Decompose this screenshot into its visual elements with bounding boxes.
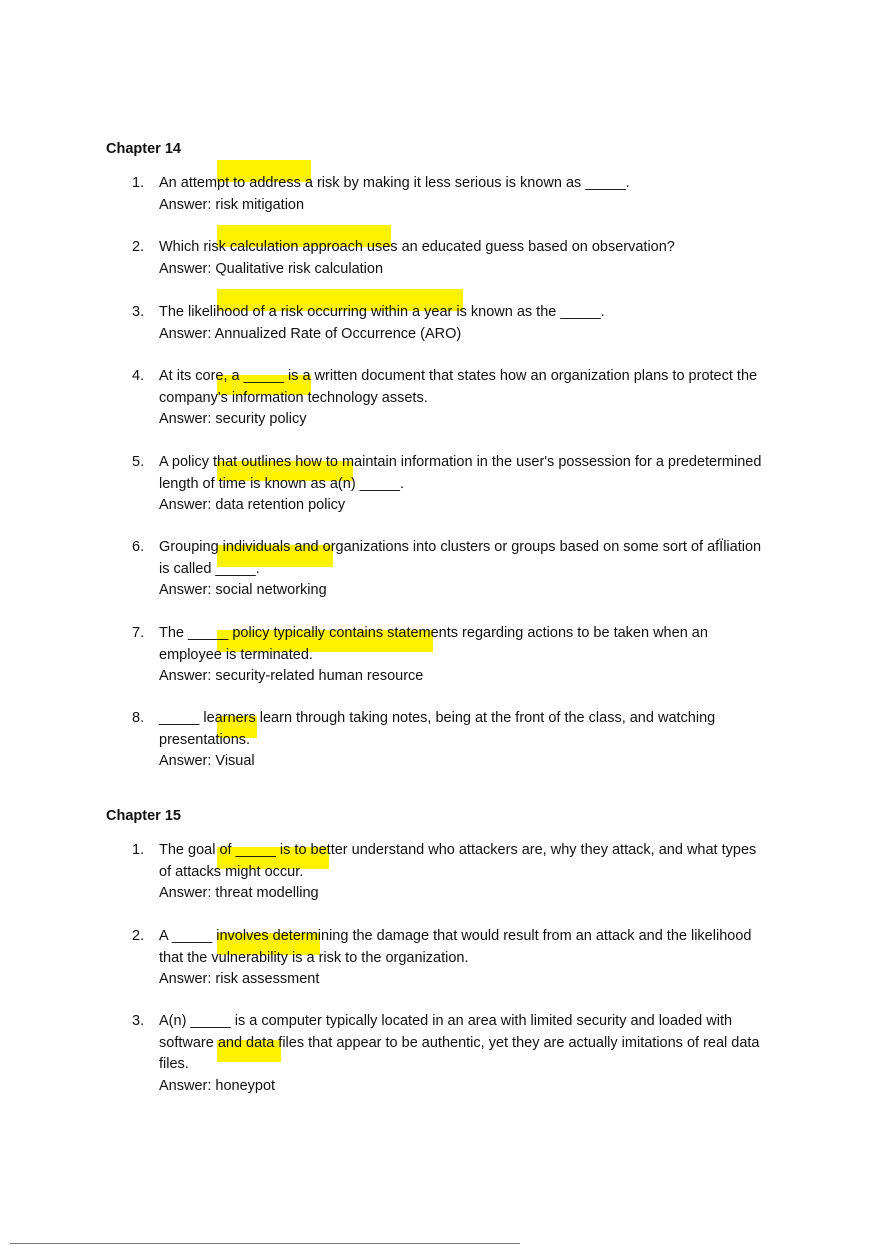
list-item: [132, 537, 769, 602]
answer-text: Answer: Annualized Rate of Occurrence (ARO): [159, 325, 462, 342]
footer-divider: [10, 1243, 520, 1244]
item-number: 5.: [132, 454, 145, 470]
list-item: [132, 302, 769, 345]
item-number: 2.: [132, 239, 145, 255]
answer-text: Answer: social networking: [159, 582, 327, 598]
item-number: 4.: [132, 368, 145, 384]
answer-text: Answer: data retention policy: [159, 497, 346, 513]
list-item: [132, 623, 769, 688]
item-number: 1.: [132, 175, 145, 191]
list-item: [132, 173, 769, 216]
item-number: 6.: [132, 539, 145, 555]
question-text: Which risk calculation approach uses an educated guess based on observation?: [159, 239, 675, 255]
question-text: An attempt to address a risk by making it less serious is known as _____.: [159, 175, 630, 191]
list-item: [132, 708, 769, 773]
question-text: The _____ policy typically contains statements regarding actions to be taken when an employee is terminated.: [159, 625, 708, 663]
item-number: 1.: [132, 842, 145, 858]
chapter-title: Chapter 15: [106, 808, 181, 824]
question-text: A _____ involves determining the damage that would result from an attack and the likelihood that the vulnerability is a risk to the organization.: [159, 928, 752, 966]
item-number: 3.: [132, 1013, 145, 1029]
list-item: [132, 926, 769, 991]
list-item: [132, 366, 769, 431]
answer-text: Answer: Visual: [159, 753, 255, 769]
question-text: The goal of _____ is to better understand who attackers are, why they attack, and what types of attacks might occur.: [159, 842, 757, 880]
question-text: A policy that outlines how to maintain information in the user's possession for a predetermined length of time is known as a(n) _____.: [159, 454, 762, 492]
list-item: [132, 237, 769, 280]
question-text: _____ learners learn through taking notes, being at the front of the class, and watching presentations.: [159, 710, 716, 748]
item-number: 2.: [132, 928, 145, 944]
list-item: [132, 840, 769, 905]
item-number: 8.: [132, 710, 145, 726]
answer-text: Answer: security policy: [159, 411, 307, 427]
item-number: 7.: [132, 625, 145, 641]
answer-text: Answer: risk mitigation: [159, 196, 305, 213]
answer-text: Answer: honeypot: [159, 1077, 276, 1094]
answer-text: Answer: security-related human resource: [159, 668, 424, 684]
question-text: A(n) _____ is a computer typically located in an area with limited security and loaded with software and data files that appear to be authentic, yet they are actually imitations of real data files.: [159, 1013, 760, 1072]
question-text: At its core, a _____ is a written document that states how an organization plans to protect the company's information technology assets.: [159, 368, 758, 406]
answer-text: Answer: threat modelling: [159, 885, 319, 901]
answer-text: Answer: Qualitative risk calculation: [159, 260, 384, 277]
item-number: 3.: [132, 304, 145, 320]
chapter-title: Chapter 14: [106, 141, 181, 157]
question-text: The likelihood of a risk occurring within a year is known as the _____.: [159, 304, 605, 320]
answer-text: Answer: risk assessment: [159, 971, 320, 987]
question-text: Grouping individuals and organizations into clusters or groups based on some sort of afÏliation is called _____.: [159, 539, 762, 577]
list-item: [132, 452, 769, 517]
list-item: [132, 1011, 769, 1097]
